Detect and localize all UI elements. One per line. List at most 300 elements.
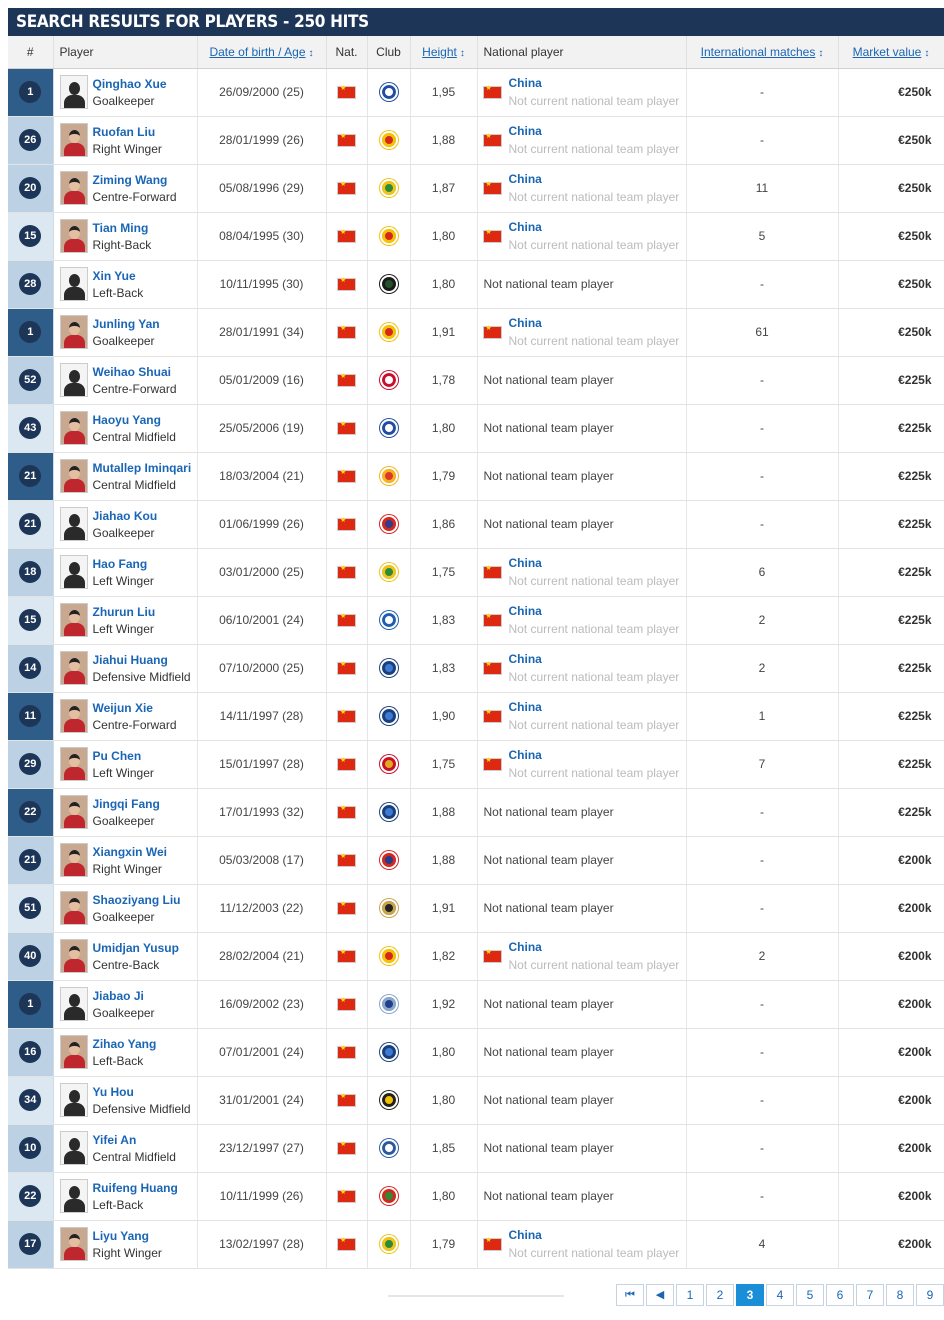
club-crest-icon[interactable] <box>380 851 398 869</box>
player-position: Goalkeeper <box>92 525 155 540</box>
page-button-2[interactable]: 2 <box>706 1284 734 1306</box>
china-flag-icon[interactable] <box>338 1239 355 1250</box>
dob-cell: 16/09/2002 (23) <box>197 980 326 1028</box>
club-crest-icon[interactable] <box>380 323 398 341</box>
china-flag-icon[interactable] <box>338 231 355 242</box>
china-flag-icon[interactable] <box>338 375 355 386</box>
market-value-cell: €225k <box>838 644 944 692</box>
dob-cell: 28/01/1999 (26) <box>197 116 326 164</box>
market-value-cell: €200k <box>838 884 944 932</box>
intl-matches-cell: - <box>686 1028 838 1076</box>
player-avatar[interactable] <box>60 1227 88 1261</box>
player-name-link[interactable]: Zihao Yang <box>92 1036 157 1051</box>
page-button-7[interactable]: 7 <box>856 1284 884 1306</box>
club-crest-icon[interactable] <box>380 515 398 533</box>
club-crest-icon[interactable] <box>380 83 398 101</box>
nationality-cell <box>326 164 367 212</box>
col-header-height[interactable] <box>410 36 477 68</box>
table-row <box>8 1124 944 1172</box>
nationality-cell <box>326 836 367 884</box>
player-avatar[interactable] <box>60 795 88 829</box>
player-position: Left-Back <box>92 1197 144 1212</box>
page-button-9[interactable]: 9 <box>916 1284 944 1306</box>
player-avatar[interactable] <box>60 1083 88 1117</box>
national-player-cell <box>477 308 686 356</box>
first-page-icon[interactable]: ⏮ <box>616 1284 644 1306</box>
height-cell: 1,79 <box>410 452 477 500</box>
player-name-link[interactable]: Liyu Yang <box>92 1228 149 1243</box>
player-name-link[interactable]: Zhurun Liu <box>92 604 156 619</box>
market-value-cell: €225k <box>838 740 944 788</box>
player-cell <box>53 356 197 404</box>
player-avatar[interactable] <box>60 843 88 877</box>
china-flag-icon <box>484 183 501 194</box>
intl-matches-cell: 1 <box>686 692 838 740</box>
club-cell <box>367 308 410 356</box>
national-team-status: Not current national team player <box>508 190 680 204</box>
club-crest-icon[interactable] <box>380 995 398 1013</box>
player-avatar[interactable] <box>60 699 88 733</box>
club-crest-icon[interactable] <box>380 371 398 389</box>
table-row <box>8 596 944 644</box>
national-team-status: Not current national team player <box>508 334 680 348</box>
player-name-link[interactable]: Weijun Xie <box>92 700 153 715</box>
china-flag-icon[interactable] <box>338 1143 355 1154</box>
dob-cell: 15/01/1997 (28) <box>197 740 326 788</box>
table-row <box>8 68 944 116</box>
page-button-6[interactable]: 6 <box>826 1284 854 1306</box>
page-button-8[interactable]: 8 <box>886 1284 914 1306</box>
table-row <box>8 788 944 836</box>
national-player-cell <box>477 164 686 212</box>
national-player-cell <box>477 836 686 884</box>
sort-icon[interactable]: ↕ <box>924 47 930 59</box>
china-flag-icon <box>484 87 501 98</box>
sort-icon[interactable]: ↕ <box>308 47 314 59</box>
height-cell: 1,83 <box>410 596 477 644</box>
market-value-cell: €225k <box>838 596 944 644</box>
club-crest-icon[interactable] <box>380 1043 398 1061</box>
jersey-number-cell <box>8 404 53 452</box>
nationality-cell <box>326 692 367 740</box>
national-team-status: Not national team player <box>483 805 614 819</box>
player-name-link[interactable]: Hao Fang <box>92 556 148 571</box>
club-cell <box>367 596 410 644</box>
player-avatar[interactable] <box>60 171 88 205</box>
club-crest-icon[interactable] <box>380 611 398 629</box>
intl-matches-cell: 2 <box>686 596 838 644</box>
intl-matches-cell: 2 <box>686 932 838 980</box>
player-name-link[interactable]: Qinghao Xue <box>92 76 167 91</box>
player-position: Goalkeeper <box>92 1005 155 1020</box>
market-value-cell: €200k <box>838 1172 944 1220</box>
intl-matches-cell: - <box>686 788 838 836</box>
club-cell <box>367 452 410 500</box>
china-flag-icon[interactable] <box>338 567 355 578</box>
jersey-number-cell <box>8 740 53 788</box>
china-flag-icon[interactable] <box>338 423 355 434</box>
player-cell <box>53 548 197 596</box>
club-crest-icon[interactable] <box>380 1091 398 1109</box>
height-cell: 1,86 <box>410 500 477 548</box>
player-position: Central Midfield <box>92 429 176 444</box>
national-team-link[interactable]: China <box>508 604 542 618</box>
jersey-number-cell <box>8 1028 53 1076</box>
intl-matches-cell: 2 <box>686 644 838 692</box>
market-value-cell: €250k <box>838 164 944 212</box>
table-row <box>8 1220 944 1268</box>
player-name-link[interactable]: Haoyu Yang <box>92 412 161 427</box>
intl-matches-cell: - <box>686 404 838 452</box>
intl-matches-cell: 4 <box>686 1220 838 1268</box>
jersey-number-cell <box>8 932 53 980</box>
national-team-link[interactable]: China <box>508 220 542 234</box>
national-player-cell <box>477 68 686 116</box>
club-cell <box>367 836 410 884</box>
player-position: Centre-Forward <box>92 189 177 204</box>
player-position: Right-Back <box>92 237 152 252</box>
china-flag-icon <box>484 759 501 770</box>
dob-cell: 06/10/2001 (24) <box>197 596 326 644</box>
col-header-player: Player <box>53 36 197 68</box>
national-team-link[interactable]: China <box>508 172 542 186</box>
china-flag-icon <box>484 327 501 338</box>
china-flag-icon[interactable] <box>338 519 355 530</box>
page-button-1[interactable]: 1 <box>676 1284 704 1306</box>
club-crest-icon[interactable] <box>380 467 398 485</box>
player-avatar[interactable] <box>60 651 88 685</box>
nationality-cell <box>326 548 367 596</box>
dob-cell: 10/11/1999 (26) <box>197 1172 326 1220</box>
china-flag-icon[interactable] <box>338 471 355 482</box>
dob-cell: 14/11/1997 (28) <box>197 692 326 740</box>
china-flag-icon[interactable] <box>338 279 355 290</box>
club-crest-icon[interactable] <box>380 899 398 917</box>
height-cell: 1,80 <box>410 212 477 260</box>
national-team-link[interactable]: China <box>508 124 542 138</box>
player-avatar[interactable] <box>60 747 88 781</box>
player-avatar[interactable] <box>60 219 88 253</box>
market-value-cell: €225k <box>838 404 944 452</box>
china-flag-icon[interactable] <box>338 183 355 194</box>
prev-page-icon[interactable]: ◀ <box>646 1284 674 1306</box>
market-value-cell: €250k <box>838 260 944 308</box>
national-player-cell <box>477 1076 686 1124</box>
player-name-link[interactable]: Yifei An <box>92 1132 137 1147</box>
dob-cell: 28/01/1991 (34) <box>197 308 326 356</box>
page-button-3[interactable]: 3 <box>736 1284 764 1306</box>
intl-matches-cell: - <box>686 260 838 308</box>
player-avatar[interactable] <box>60 123 88 157</box>
national-player-cell <box>477 644 686 692</box>
china-flag-icon[interactable] <box>338 903 355 914</box>
club-crest-icon[interactable] <box>380 755 398 773</box>
jersey-number: 14 <box>19 657 41 679</box>
market-value-cell: €200k <box>838 1124 944 1172</box>
china-flag-icon[interactable] <box>338 615 355 626</box>
sort-intl-link[interactable]: International matches <box>700 44 816 59</box>
jersey-number: 43 <box>19 417 41 439</box>
player-cell <box>53 164 197 212</box>
player-name-link[interactable]: Ruofan Liu <box>92 124 156 139</box>
national-team-link[interactable]: China <box>508 1228 542 1242</box>
club-crest-icon[interactable] <box>380 659 398 677</box>
player-name-link[interactable]: Jingqi Fang <box>92 796 160 811</box>
player-position: Left Winger <box>92 573 154 588</box>
player-position: Centre-Forward <box>92 381 177 396</box>
height-cell: 1,87 <box>410 164 477 212</box>
club-cell <box>367 644 410 692</box>
jersey-number-cell <box>8 1220 53 1268</box>
table-row <box>8 356 944 404</box>
national-player-cell <box>477 500 686 548</box>
china-flag-icon <box>484 711 501 722</box>
player-avatar[interactable] <box>60 363 88 397</box>
height-cell: 1,75 <box>410 740 477 788</box>
sort-icon[interactable]: ↕ <box>459 47 465 59</box>
player-avatar[interactable] <box>60 1035 88 1069</box>
player-avatar[interactable] <box>60 1131 88 1165</box>
player-name-link[interactable]: Tian Ming <box>92 220 149 235</box>
market-value-cell: €200k <box>838 836 944 884</box>
player-name-link[interactable]: Jiabao Ji <box>92 988 144 1003</box>
col-header-dob[interactable] <box>197 36 326 68</box>
player-cell <box>53 788 197 836</box>
dob-cell: 13/02/1997 (28) <box>197 1220 326 1268</box>
player-avatar[interactable] <box>60 555 88 589</box>
club-cell <box>367 260 410 308</box>
club-cell <box>367 404 410 452</box>
player-name-link[interactable]: Xin Yue <box>92 268 136 283</box>
nationality-cell <box>326 1220 367 1268</box>
market-value-cell: €250k <box>838 308 944 356</box>
club-crest-icon[interactable] <box>380 947 398 965</box>
china-flag-icon[interactable] <box>338 999 355 1010</box>
china-flag-icon <box>484 135 501 146</box>
player-name-link[interactable]: Pu Chen <box>92 748 142 763</box>
club-cell <box>367 1028 410 1076</box>
national-team-link[interactable]: China <box>508 652 542 666</box>
national-team-link[interactable]: China <box>508 316 542 330</box>
jersey-number: 1 <box>19 993 41 1015</box>
intl-matches-cell: - <box>686 980 838 1028</box>
china-flag-icon[interactable] <box>338 759 355 770</box>
player-position: Goalkeeper <box>92 813 155 828</box>
nationality-cell <box>326 1028 367 1076</box>
china-flag-icon <box>484 567 501 578</box>
national-team-link[interactable]: China <box>508 556 542 570</box>
player-avatar[interactable] <box>60 939 88 973</box>
china-flag-icon[interactable] <box>338 663 355 674</box>
player-name-link[interactable]: Ziming Wang <box>92 172 168 187</box>
height-cell: 1,78 <box>410 356 477 404</box>
nationality-cell <box>326 1172 367 1220</box>
dob-cell: 25/05/2006 (19) <box>197 404 326 452</box>
club-crest-icon[interactable] <box>380 275 398 293</box>
market-value-cell: €225k <box>838 500 944 548</box>
club-cell <box>367 212 410 260</box>
height-cell: 1,83 <box>410 644 477 692</box>
china-flag-icon[interactable] <box>338 855 355 866</box>
table-row <box>8 980 944 1028</box>
jersey-number: 34 <box>19 1089 41 1111</box>
table-row <box>8 740 944 788</box>
intl-matches-cell: 61 <box>686 308 838 356</box>
col-header-intl-matches[interactable] <box>686 36 838 68</box>
player-avatar[interactable] <box>60 603 88 637</box>
china-flag-icon[interactable] <box>338 1191 355 1202</box>
player-cell <box>53 596 197 644</box>
table-row <box>8 212 944 260</box>
height-cell: 1,91 <box>410 308 477 356</box>
china-flag-icon[interactable] <box>338 1095 355 1106</box>
intl-matches-cell: - <box>686 1076 838 1124</box>
player-name-link[interactable]: Ruifeng Huang <box>92 1180 178 1195</box>
china-flag-icon[interactable] <box>338 807 355 818</box>
player-name-link[interactable]: Umidjan Yusup <box>92 940 179 955</box>
intl-matches-cell: - <box>686 452 838 500</box>
china-flag-icon[interactable] <box>338 327 355 338</box>
player-cell <box>53 1172 197 1220</box>
club-cell <box>367 1076 410 1124</box>
national-player-cell <box>477 1220 686 1268</box>
player-name-link[interactable]: Yu Hou <box>92 1084 134 1099</box>
jersey-number-cell <box>8 212 53 260</box>
height-cell: 1,80 <box>410 1076 477 1124</box>
china-flag-icon[interactable] <box>338 711 355 722</box>
jersey-number: 21 <box>19 513 41 535</box>
page-button-4[interactable]: 4 <box>766 1284 794 1306</box>
national-player-cell <box>477 980 686 1028</box>
dob-cell: 23/12/1997 (27) <box>197 1124 326 1172</box>
height-cell: 1,79 <box>410 1220 477 1268</box>
china-flag-icon[interactable] <box>338 87 355 98</box>
nationality-cell <box>326 404 367 452</box>
player-name-link[interactable]: Junling Yan <box>92 316 160 331</box>
player-avatar[interactable] <box>60 315 88 349</box>
club-cell <box>367 548 410 596</box>
player-avatar[interactable] <box>60 411 88 445</box>
national-team-status: Not national team player <box>483 469 614 483</box>
intl-matches-cell: - <box>686 836 838 884</box>
player-avatar[interactable] <box>60 75 88 109</box>
player-cell <box>53 692 197 740</box>
market-value-cell: €250k <box>838 68 944 116</box>
player-cell <box>53 404 197 452</box>
national-team-link[interactable]: China <box>508 748 542 762</box>
height-cell: 1,88 <box>410 116 477 164</box>
jersey-number: 18 <box>19 561 41 583</box>
player-name-link[interactable]: Xiangxin Wei <box>92 844 167 859</box>
intl-matches-cell: 7 <box>686 740 838 788</box>
dob-cell: 08/04/1995 (30) <box>197 212 326 260</box>
club-crest-icon[interactable] <box>380 1235 398 1253</box>
player-name-link[interactable]: Shaoziyang Liu <box>92 892 181 907</box>
table-row <box>8 1172 944 1220</box>
dob-cell: 17/01/1993 (32) <box>197 788 326 836</box>
intl-matches-cell: 11 <box>686 164 838 212</box>
table-row <box>8 548 944 596</box>
club-crest-icon[interactable] <box>380 803 398 821</box>
sort-height-link[interactable]: Height <box>422 44 457 59</box>
china-flag-icon[interactable] <box>338 1047 355 1058</box>
height-cell: 1,88 <box>410 788 477 836</box>
club-crest-icon[interactable] <box>380 227 398 245</box>
player-avatar[interactable] <box>60 459 88 493</box>
china-flag-icon[interactable] <box>338 135 355 146</box>
club-crest-icon[interactable] <box>380 131 398 149</box>
national-team-status: Not national team player <box>483 901 614 915</box>
height-cell: 1,80 <box>410 260 477 308</box>
col-header-market-value[interactable] <box>838 36 944 68</box>
jersey-number: 40 <box>19 945 41 967</box>
player-cell <box>53 1220 197 1268</box>
player-avatar[interactable] <box>60 891 88 925</box>
national-team-status: Not national team player <box>483 517 614 531</box>
table-row <box>8 1076 944 1124</box>
national-player-cell <box>477 356 686 404</box>
player-avatar[interactable] <box>60 507 88 541</box>
club-crest-icon[interactable] <box>380 1187 398 1205</box>
dob-cell: 28/02/2004 (21) <box>197 932 326 980</box>
player-avatar[interactable] <box>60 987 88 1021</box>
national-player-cell <box>477 932 686 980</box>
nationality-cell <box>326 308 367 356</box>
scrollbar-track[interactable] <box>388 1295 564 1297</box>
market-value-cell: €200k <box>838 932 944 980</box>
jersey-number: 20 <box>19 177 41 199</box>
player-avatar[interactable] <box>60 267 88 301</box>
club-cell <box>367 1124 410 1172</box>
table-row <box>8 500 944 548</box>
table-row <box>8 836 944 884</box>
jersey-number: 52 <box>19 369 41 391</box>
intl-matches-cell: 6 <box>686 548 838 596</box>
national-team-link[interactable]: China <box>508 76 542 90</box>
china-flag-icon <box>484 951 501 962</box>
national-team-link[interactable]: China <box>508 940 542 954</box>
player-name-link[interactable]: Mutallep Iminqari <box>92 460 192 475</box>
national-team-status: Not national team player <box>483 1093 614 1107</box>
national-player-cell <box>477 1028 686 1076</box>
sort-dob-link[interactable]: Date of birth / Age <box>209 44 306 59</box>
national-team-status: Not current national team player <box>508 670 680 684</box>
player-avatar[interactable] <box>60 1179 88 1213</box>
height-cell: 1,91 <box>410 884 477 932</box>
sort-value-link[interactable]: Market value <box>852 44 922 59</box>
sort-icon[interactable]: ↕ <box>818 47 824 59</box>
player-name-link[interactable]: Weihao Shuai <box>92 364 171 379</box>
club-crest-icon[interactable] <box>380 563 398 581</box>
china-flag-icon[interactable] <box>338 951 355 962</box>
club-crest-icon[interactable] <box>380 419 398 437</box>
national-team-status: Not current national team player <box>508 574 680 588</box>
club-cell <box>367 1172 410 1220</box>
club-crest-icon[interactable] <box>380 707 398 725</box>
player-name-link[interactable]: Jiahao Kou <box>92 508 158 523</box>
table-row <box>8 932 944 980</box>
national-team-link[interactable]: China <box>508 700 542 714</box>
club-crest-icon[interactable] <box>380 1139 398 1157</box>
club-crest-icon[interactable] <box>380 179 398 197</box>
player-position: Goalkeeper <box>92 909 155 924</box>
player-name-link[interactable]: Jiahui Huang <box>92 652 168 667</box>
national-team-status: Not current national team player <box>508 238 680 252</box>
player-position: Right Winger <box>92 861 162 876</box>
page-button-5[interactable]: 5 <box>796 1284 824 1306</box>
height-cell: 1,90 <box>410 692 477 740</box>
player-cell <box>53 68 197 116</box>
